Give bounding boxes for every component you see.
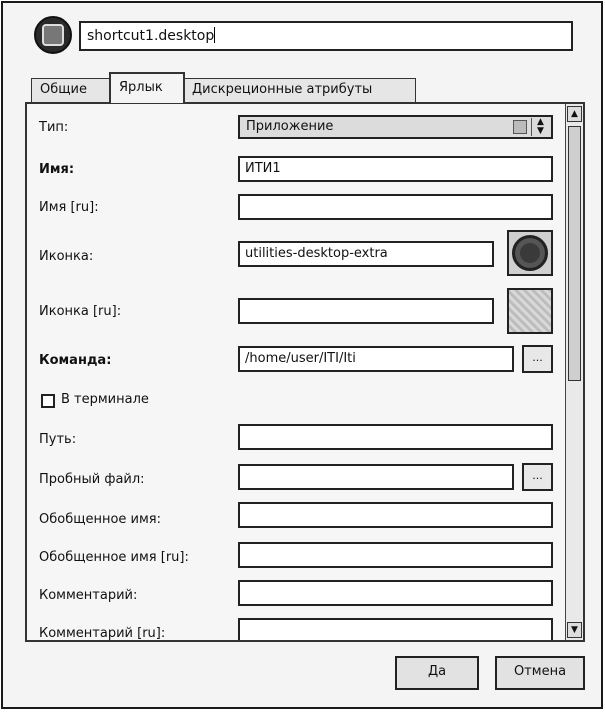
gear-icon: [512, 235, 548, 271]
shortcut-panel: [25, 102, 585, 642]
type-icon: [513, 120, 527, 134]
icon-input[interactable]: utilities-desktop-extra: [238, 241, 494, 267]
tab-general[interactable]: Общие: [31, 78, 111, 102]
generic-name-input[interactable]: [238, 502, 553, 528]
generic-name-ru-label: Обобщенное имя [ru]:: [39, 550, 189, 565]
generic-name-ru-input[interactable]: [238, 542, 553, 568]
tryexec-label: Пробный файл:: [39, 472, 145, 487]
command-input[interactable]: /home/user/ITI/Iti: [238, 346, 514, 372]
name-input[interactable]: ИТИ1: [238, 156, 553, 182]
type-select[interactable]: [238, 115, 553, 139]
scroll-thumb[interactable]: [568, 126, 581, 381]
icon-ru-picker-button[interactable]: [507, 288, 553, 334]
vertical-scrollbar[interactable]: [565, 104, 583, 640]
path-input[interactable]: [238, 424, 553, 450]
scroll-down-arrow-icon[interactable]: ▼: [567, 622, 582, 638]
tryexec-input[interactable]: [238, 464, 514, 490]
icon-label: Иконка:: [39, 249, 94, 264]
tab-shortcut[interactable]: Ярлык: [109, 72, 185, 103]
icon-ru-input[interactable]: [238, 298, 494, 324]
properties-dialog: [1, 1, 603, 709]
comment-ru-label: Комментарий [ru]:: [39, 626, 166, 641]
cancel-button[interactable]: Отмена: [495, 656, 585, 690]
name-ru-input[interactable]: [238, 194, 553, 220]
command-browse-button[interactable]: ...: [522, 345, 553, 373]
icon-ru-label: Иконка [ru]:: [39, 304, 122, 319]
comment-input[interactable]: [238, 580, 553, 606]
command-label: Команда:: [39, 353, 112, 368]
type-value: Приложение: [246, 119, 334, 134]
terminal-label: В терминале: [61, 392, 149, 407]
icon-picker-button[interactable]: [507, 230, 553, 276]
ok-button[interactable]: Да: [395, 656, 479, 690]
name-label: Имя:: [39, 162, 75, 177]
path-label: Путь:: [39, 432, 77, 447]
chevron-updown-icon: ▲ ▼: [531, 118, 549, 136]
tryexec-browse-button[interactable]: ...: [522, 463, 553, 491]
comment-label: Комментарий:: [39, 588, 138, 603]
type-label: Тип:: [39, 120, 69, 135]
filename-input[interactable]: shortcut1.desktop: [79, 21, 573, 51]
name-ru-label: Имя [ru]:: [39, 200, 99, 215]
tab-discretionary-attributes[interactable]: Дискреционные атрибуты: [183, 78, 416, 102]
terminal-checkbox[interactable]: [41, 394, 55, 408]
desktop-file-icon[interactable]: [34, 16, 72, 54]
scroll-up-arrow-icon[interactable]: ▲: [567, 106, 582, 122]
comment-ru-input[interactable]: [238, 618, 553, 642]
generic-name-label: Обобщенное имя:: [39, 512, 162, 527]
